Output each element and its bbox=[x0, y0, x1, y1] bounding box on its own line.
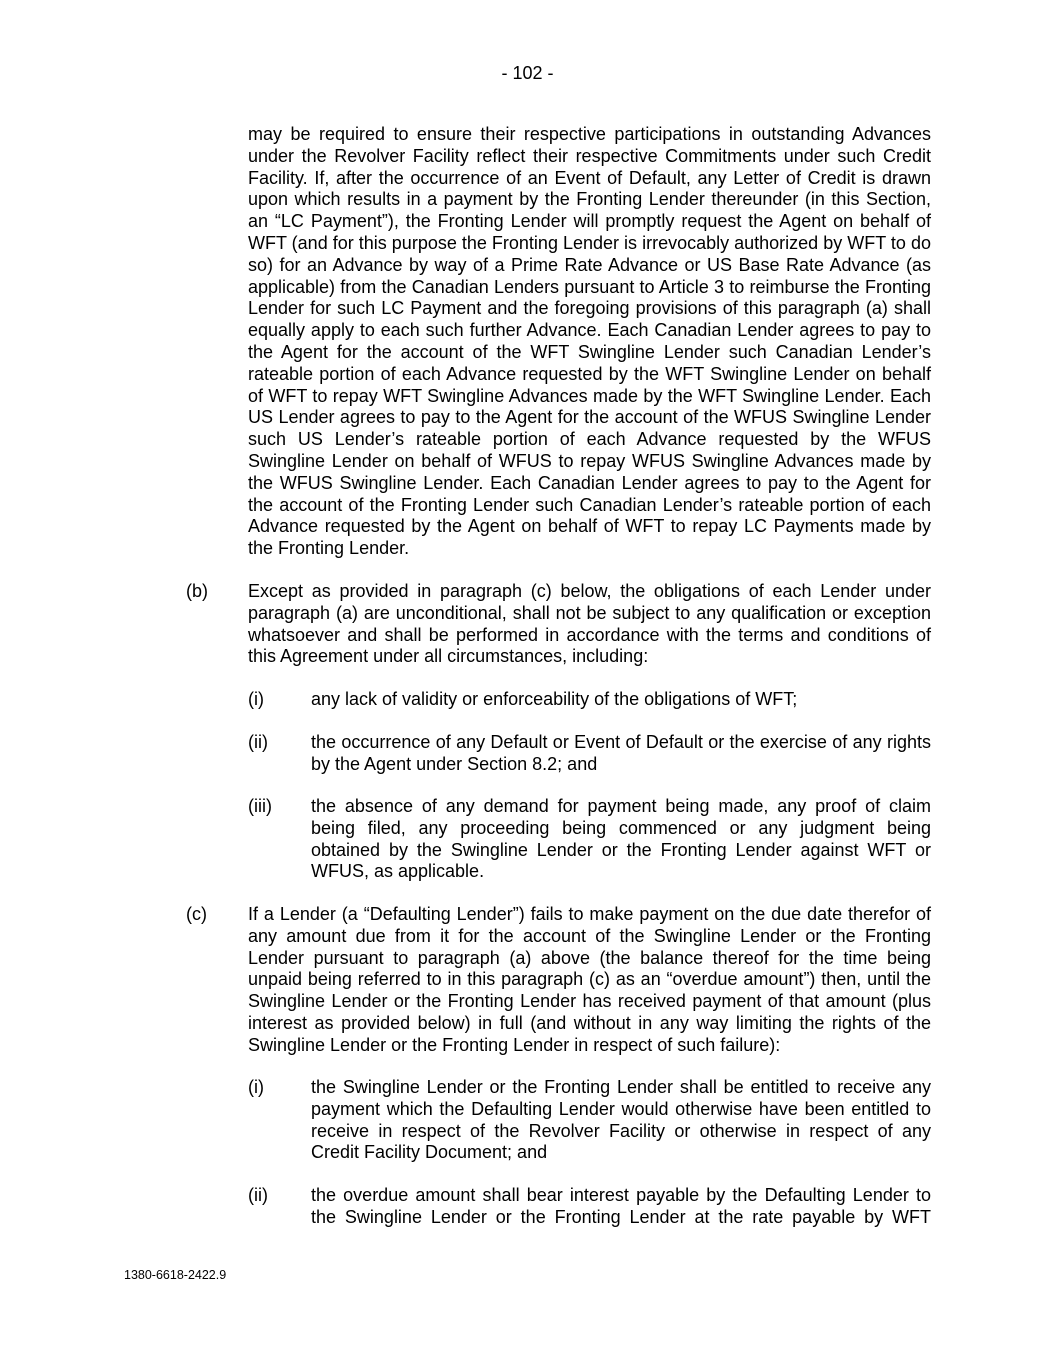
paragraph-c-item-label: (i) bbox=[248, 1077, 264, 1097]
page-number: - 102 - bbox=[501, 63, 554, 83]
continuation-paragraph: may be required to ensure their respective participations in outstanding Advances under the Revolver Facility reflect their respective Commitments under such Credit Facility. If, after the occurrence of an Event of Default, any Letter of Credit is drawn upon which results in a payment by the Fronting Lender thereunder (in this Section, an “LC Payment”), the Fronting Lender will promptly request the Agent on behalf of WFT (and for this purpose the Fronting Lender is irrevocably authorized by WFT to do so) for an Advance by way of a Prime Rate Advance or US Base Rate Advance (as applicable) from the Canadian Lenders pursuant to Article 3 to reimburse the Fronting Lender for such LC Payment and the foregoing provisions of this paragraph (a) shall equally apply to each such further Advance. Each Canadian Lender agrees to pay to the Agent for the account of the WFT Swingline Lender such Canadian Lender’s rateable portion of each Advance requested by the WFT Swingline Lender on behalf of WFT to repay WFT Swingline Advances made by the WFT Swingline Lender. Each US Lender agrees to pay to the Agent for the account of the WFUS Swingline Lender such US Lender’s rateable portion of each Advance requested by the WFUS Swingline Lender on behalf of WFUS to repay WFUS Swingline Advances made by the WFUS Swingline Lender. Each Canadian Lender agrees to pay to the Agent for the account of the Fronting Lender such Canadian Lender’s rateable portion of each Advance requested by the Agent on behalf of WFT to repay LC Payments made by the Fronting Lender. bbox=[248, 124, 931, 559]
paragraph-c-item-label: (ii) bbox=[248, 1185, 268, 1205]
paragraph-c-item-text: the overdue amount shall bear interest payable by the Defaulting Lender to the Swingline Lender or the Fronting Lender at the rate payable by WFT bbox=[311, 1185, 931, 1227]
paragraph-b-item-label: (i) bbox=[248, 689, 264, 709]
paragraph-c-item-text: the Swingline Lender or the Fronting Lender shall be entitled to receive any payment which the Defaulting Lender would otherwise have been entitled to receive in respect of the Revolver Facility or otherwise in respect of any Credit Facility Document; and bbox=[311, 1077, 931, 1163]
document-id-footer: 1380-6618-2422.9 bbox=[124, 1268, 227, 1282]
paragraph-b-item-label: (ii) bbox=[248, 732, 268, 752]
paragraph-c-label: (c) bbox=[186, 904, 207, 924]
paragraph-b-item-text: the occurrence of any Default or Event of Default or the exercise of any rights by the Agent under Section 8.2; and bbox=[311, 732, 931, 774]
paragraph-b-item-label: (iii) bbox=[248, 796, 272, 816]
paragraph-b-item-text: the absence of any demand for payment being made, any proof of claim being filed, any proceeding being commenced or any judgment being obtained by the Swingline Lender or the Fronting Lender against WFT or WFUS, as applicable. bbox=[311, 796, 931, 882]
paragraph-b-item-text: any lack of validity or enforceability of the obligations of WFT; bbox=[311, 689, 798, 709]
paragraph-b-label: (b) bbox=[186, 581, 208, 601]
paragraph-b-text: Except as provided in paragraph (c) below, the obligations of each Lender under paragraph (a) are unconditional, shall not be subject to any qualification or exception whatsoever and shall be performed in accordance with the terms and conditions of this Agreement under all circumstances, including: bbox=[248, 581, 931, 667]
paragraph-c-text: If a Lender (a “Defaulting Lender”) fails to make payment on the due date therefor of any amount due from it for the account of the Swingline Lender or the Fronting Lender pursuant to paragraph (a) above (the balance thereof for the time being unpaid being referred to in this paragraph (c) as an “overdue amount”) then, until the Swingline Lender or the Fronting Lender has received payment of that amount (plus interest as provided below) in full (and without in any way limiting the rights of the Swingline Lender or the Fronting Lender in respect of such failure): bbox=[248, 904, 931, 1055]
